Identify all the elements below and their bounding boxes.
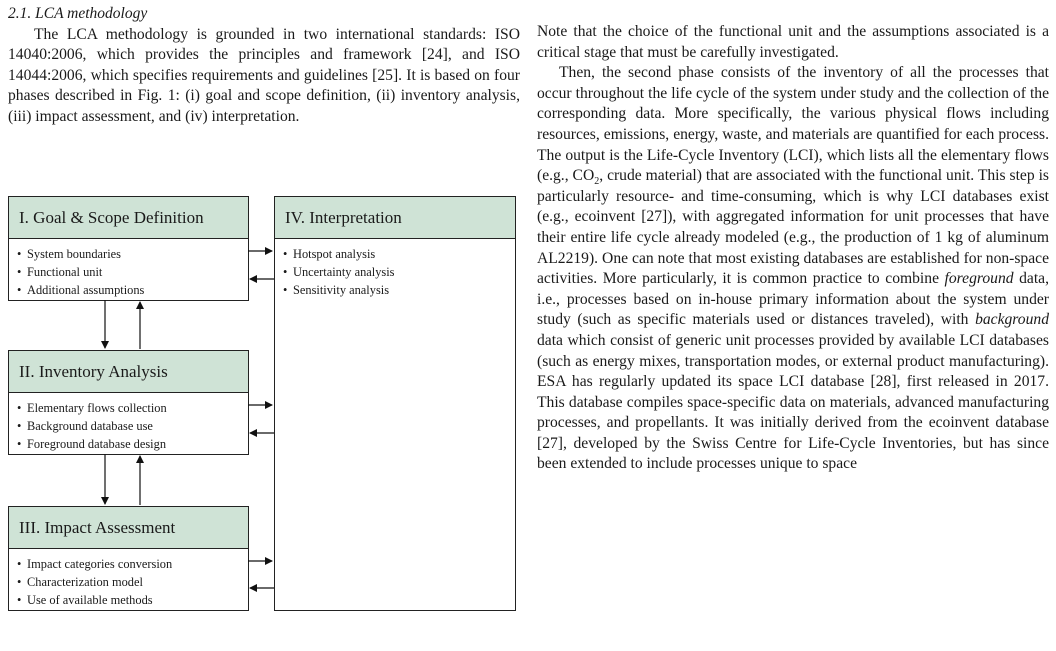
interpretation-title: IV. Interpretation	[275, 197, 515, 239]
list-item: • Background database use	[17, 417, 240, 435]
emphasis-background: background	[975, 311, 1049, 329]
inventory-analysis-title: II. Inventory Analysis	[9, 351, 248, 393]
list-item: • Hotspot analysis	[283, 245, 507, 263]
functional-unit-note: Note that the choice of the functional unit and the assumptions associated is a critical stage that must be carefully investigated.	[537, 23, 1049, 61]
list-item: • Additional assumptions	[17, 281, 240, 299]
text-run: data, i.e., processes based on in-house primary information about the system under study (such as specific materials used or distances traveled), with	[537, 270, 1049, 329]
subscript: 2	[594, 176, 600, 188]
goal-scope-title: I. Goal & Scope Definition	[9, 197, 248, 239]
flow-arrows	[8, 196, 520, 616]
left-column	[8, 4, 520, 127]
list-item: • Uncertainty analysis	[283, 263, 507, 281]
list-item: • Functional unit	[17, 263, 240, 281]
list-item: • Foreground database design	[17, 435, 240, 453]
list-item: • Characterization model	[17, 573, 240, 591]
right-column	[537, 22, 1049, 475]
text-run: , crude material) that are associated with the functional unit. This step is particularly resource- and time-consuming, which is why LCI databases exist (e.g., ecoinvent [27]), with aggregated information for unit processes that have their entire life cycle already modeled (e.g., the production of 1 kg of aluminum AL2219). One can note that most existing databases are established for non-space activities. More particularly, it is common practice to combine	[537, 167, 1049, 288]
impact-assessment-title: III. Impact Assessment	[9, 507, 248, 549]
emphasis-foreground: foreground	[944, 270, 1014, 288]
list-item: • Sensitivity analysis	[283, 281, 507, 299]
inventory-paragraph	[537, 63, 1049, 475]
list-item: • Elementary flows collection	[17, 399, 240, 417]
intro-paragraph: The LCA methodology is grounded in two international standards: ISO 14040:2006, which provides the principles and framework [24], and ISO 14044:2006, which specifies requirements and guidelines [25]. It is based on four phases described in Fig. 1: (i) goal and scope definition, (ii) inventory analysis, (iii) impact assessment, and (iv) interpretation.	[8, 26, 520, 125]
section-heading: 2.1. LCA methodology	[8, 5, 148, 22]
list-item: • Impact categories conversion	[17, 555, 240, 573]
list-item: • System boundaries	[17, 245, 240, 263]
text-run: Then, the second phase consists of the inventory of all the processes that occur throughout the life cycle of the system under study and the collection of the corresponding data. More specifically, the various physical flows including resources, emissions, energy, waste, and materials are quantified for each process. The output is the Life-Cycle Inventory (LCI), which lists all the elementary flows (e.g., CO	[537, 64, 1049, 185]
list-item: • Use of available methods	[17, 591, 240, 609]
lca-phases-figure	[8, 196, 520, 651]
text-run: data which consist of generic unit processes provided by available LCI databases (such as energy mixes, transportation modes, or external product manufacturing). ESA has regularly updated its space LCI database [28], first released in 2017. This database compiles space-specific data on materials, advanced manufacturing processes, and propellants. It was initially derived from the ecoinvent database [27], developed by the Swiss Centre for Life-Cycle Inventories, but has since been extended to include processes unique to space	[537, 331, 1049, 473]
